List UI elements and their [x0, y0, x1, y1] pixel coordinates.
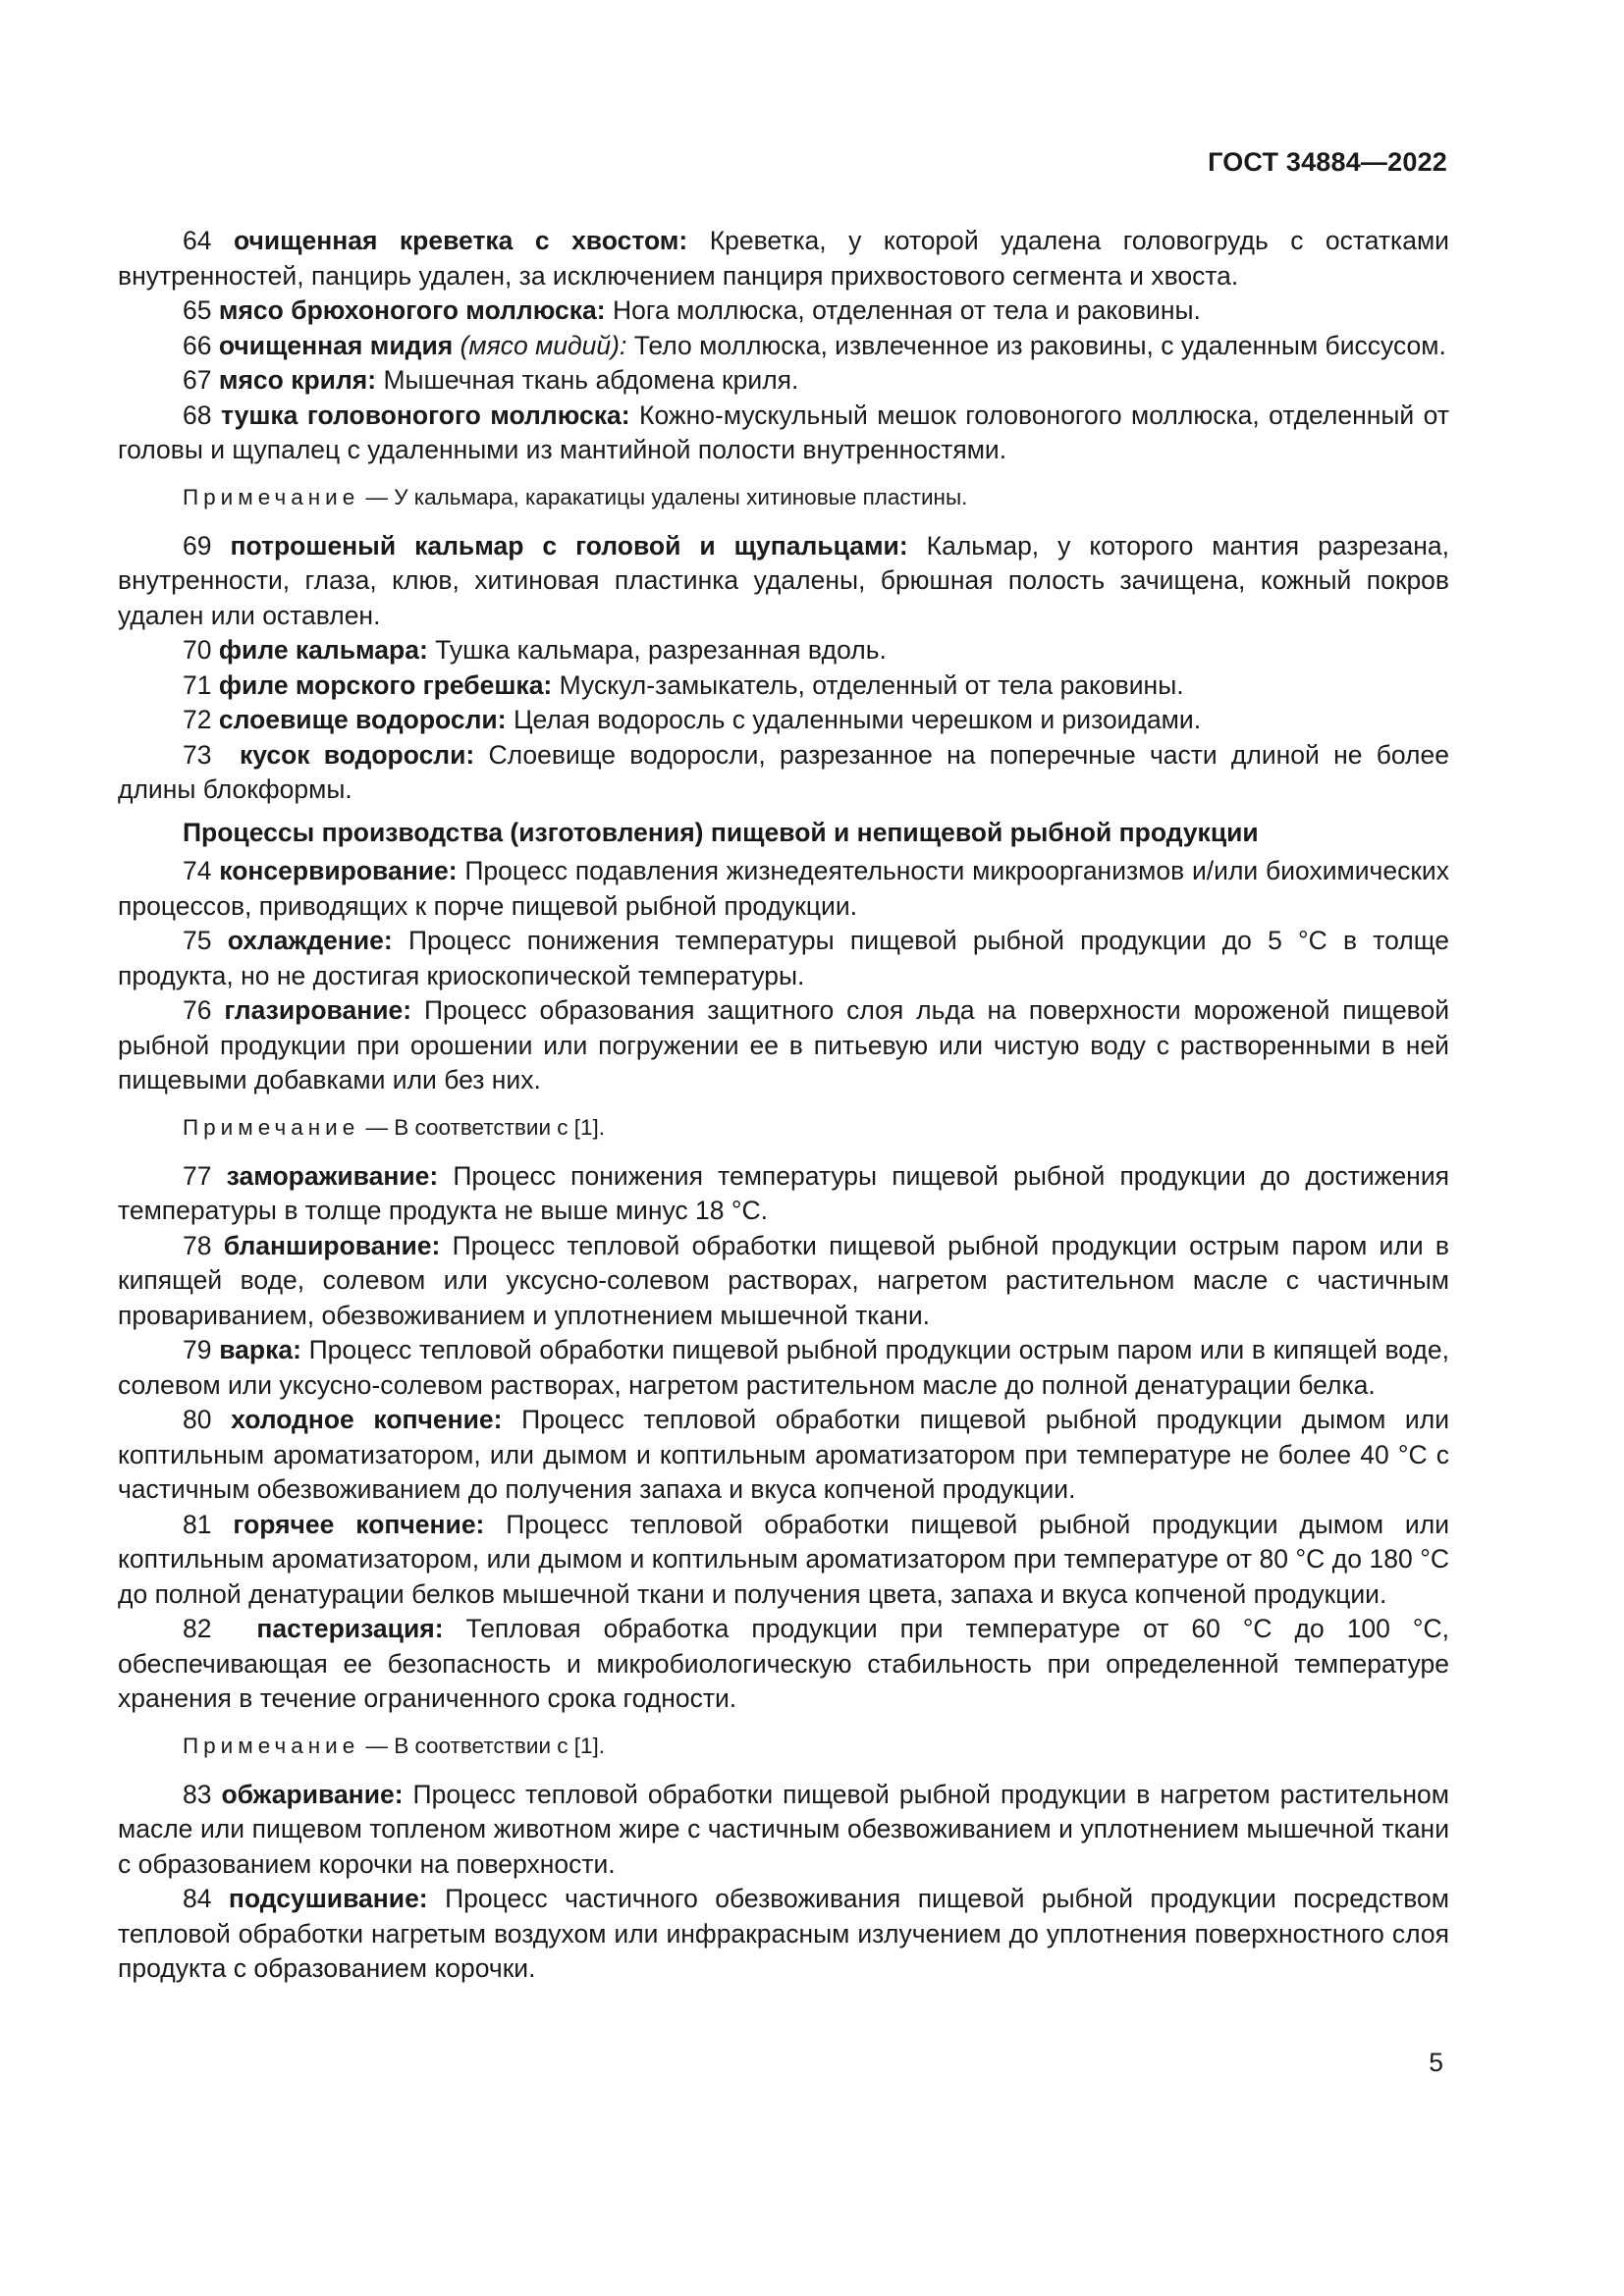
- term-definition: Процесс подавления жизнедеятельности микроорганизмов и/или биохимических процессов, приводящих к порче пищевой рыбной продукции.: [118, 856, 1449, 921]
- term-definition: Процесс тепловой обработки пищевой рыбной продукции в нагретом растительном масле или пищевом топленом животном жире с частичным обезвоживанием и уплотнением мышечной ткани с образованием корочки на поверхности.: [118, 1779, 1449, 1879]
- term-definition: Мускул-замыкатель, отделенный от тела раковины.: [559, 669, 1184, 700]
- term-entry: [118, 399, 1449, 468]
- entry-number: 80: [183, 1405, 212, 1434]
- term-name: мясо криля:: [218, 365, 377, 395]
- term-name: подсушивание:: [228, 1884, 428, 1913]
- term-definition: Процесс тепловой обработки пищевой рыбной продукции дымом или коптильным ароматизатором, или дымом и коптильным ароматизатором при температуре не более 40 °С с частичным обезвоживанием до получения запаха и вкуса копченой продукции.: [118, 1405, 1449, 1504]
- term-definition: Целая водоросль с удаленными черешком и ризоидами.: [513, 705, 1202, 734]
- term-synonym: (мясо мидий):: [460, 330, 627, 360]
- term-entry: [118, 224, 1449, 294]
- standard-designation: ГОСТ 34884—2022: [1208, 147, 1447, 177]
- term-name: филе кальмара:: [218, 635, 428, 665]
- term-name: глазирование:: [224, 995, 412, 1025]
- entry-number: 78: [183, 1230, 212, 1260]
- term-definition: Процесс тепловой обработки пищевой рыбной продукции острым паром или в кипящей воде, солевом или уксусно-солевом растворах, нагретом растительном масле до полной денатурации белка.: [118, 1335, 1449, 1400]
- term-definition: Процесс понижения температуры пищевой рыбной продукции до достижения температуры в толще продукта не выше минус 18 °С.: [118, 1160, 1449, 1225]
- term-entry: [118, 1333, 1449, 1403]
- term-definition: Креветка, у которой удалена головогрудь с остатками внутренностей, панцирь удален, за исключением панциря прихвостового сегмента и хвоста.: [118, 226, 1449, 291]
- term-definition: Нога моллюска, отделенная от тела и раковины.: [612, 295, 1201, 325]
- term-definition: Процесс образования защитного слоя льда на поверхности мороженой пищевой рыбной продукции при орошении или погружении ее в питьевую или чистую воду с растворенными в ней пищевыми добавками или без них.: [118, 995, 1449, 1095]
- term-entry: [118, 668, 1449, 704]
- term-name: горячее копчение:: [233, 1509, 485, 1539]
- term-entry: [118, 1612, 1449, 1717]
- page-number: 5: [1429, 2048, 1443, 2077]
- note: [118, 482, 1449, 513]
- term-entry: [118, 1403, 1449, 1508]
- term-name: консервирование:: [219, 856, 458, 885]
- entry-number: 71: [183, 669, 212, 700]
- term-name: тушка головоногого моллюска:: [220, 400, 630, 430]
- entry-number: 82: [183, 1614, 212, 1643]
- entry-number: 70: [183, 635, 212, 665]
- term-entry: [118, 294, 1449, 329]
- term-definition: Тело моллюска, извлеченное из раковины, с удаленным биссусом.: [633, 330, 1446, 360]
- term-entry: [118, 529, 1449, 634]
- term-name: бланширование:: [223, 1230, 441, 1260]
- section-heading: Процессы производства (изготовления) пищевой и непищевой рыбной продукции: [183, 817, 1259, 847]
- note: [118, 1731, 1449, 1762]
- term-entry: [118, 1882, 1449, 1987]
- note-label: Примечание: [183, 484, 360, 509]
- term-entry: [118, 1778, 1449, 1883]
- note-text: — В соответствии с [1].: [365, 1733, 606, 1758]
- term-name: замораживание:: [226, 1160, 439, 1191]
- term-definition: Процесс частичного обезвоживания пищевой рыбной продукции посредством тепловой обработки нагретым воздухом или инфракрасным излучением до уплотнения поверхностного слоя продукта с образованием корочки.: [118, 1884, 1449, 1983]
- entry-number: 83: [183, 1779, 212, 1809]
- term-name: варка:: [219, 1335, 301, 1364]
- term-entry: [118, 738, 1449, 808]
- note-label: Примечание: [183, 1733, 360, 1758]
- note-label: Примечание: [183, 1114, 360, 1140]
- term-entry: [118, 1229, 1449, 1334]
- entry-number: 75: [183, 926, 212, 955]
- term-entry: [118, 924, 1449, 993]
- entry-number: 76: [183, 995, 212, 1025]
- term-entry: [118, 993, 1449, 1098]
- term-entry: [118, 1508, 1449, 1613]
- entry-number: 67: [183, 365, 212, 395]
- note-text: — У кальмара, каракатицы удалены хитиновые пластины.: [365, 484, 968, 509]
- entry-number: 64: [183, 226, 212, 255]
- entry-number: 72: [183, 705, 212, 734]
- term-name: кусок водоросли:: [239, 739, 475, 770]
- term-entry: [118, 703, 1449, 738]
- entry-number: 69: [183, 530, 212, 561]
- term-definition: Тушка кальмара, разрезанная вдоль.: [435, 635, 887, 665]
- term-entry: [118, 363, 1449, 399]
- term-name: обжаривание:: [221, 1779, 404, 1809]
- entry-number: 73: [183, 739, 212, 770]
- entry-number: 79: [183, 1335, 212, 1364]
- term-name: потрошеный кальмар с головой и щупальцами:: [230, 530, 908, 561]
- term-name: мясо брюхоногого моллюска:: [218, 295, 606, 325]
- term-name: очищенная мидия: [218, 330, 454, 360]
- note-text: — В соответствии с [1].: [365, 1114, 606, 1140]
- term-name: слоевище водоросли:: [218, 705, 507, 734]
- term-name: пастеризация:: [256, 1614, 444, 1643]
- term-name: холодное копчение:: [231, 1405, 503, 1434]
- entry-number: 68: [183, 400, 212, 430]
- entry-number: 84: [183, 1884, 212, 1913]
- term-definition: Мышечная ткань абдомена криля.: [383, 365, 799, 395]
- term-name: охлаждение:: [227, 926, 393, 955]
- entry-number: 65: [183, 295, 212, 325]
- term-entry: [118, 329, 1449, 364]
- term-definition: Процесс тепловой обработки пищевой рыбной продукции острым паром или в кипящей воде, солевом или уксусно-солевом растворах, нагретом растительном масле с частичным провариванием, обезвоживанием и уплотнением мышечной ткани.: [118, 1230, 1449, 1330]
- term-definition: Процесс понижения температуры пищевой рыбной продукции до 5 °С в толще продукта, но не достигая криоскопической температуры.: [118, 926, 1449, 990]
- terms-list: [118, 224, 1449, 1987]
- entry-number: 81: [183, 1509, 212, 1539]
- term-definition: Кальмар, у которого мантия разрезана, внутренности, глаза, клюв, хитиновая пластинка удалены, брюшная полость зачищена, кожный покров удален или оставлен.: [118, 530, 1449, 630]
- term-entry: [118, 633, 1449, 668]
- entry-number: 77: [183, 1160, 212, 1191]
- entry-number: 74: [183, 856, 212, 885]
- term-entry: [118, 1159, 1449, 1229]
- note: [118, 1112, 1449, 1144]
- term-name: филе морского гребешка:: [218, 669, 553, 700]
- entry-number: 66: [183, 330, 212, 360]
- term-definition: Процесс тепловой обработки пищевой рыбной продукции дымом или коптильным ароматизатором, или дымом и коптильным ароматизатором при температуре от 80 °С до 180 °С до полной денатурации белков мышечной ткани и получения цвета, запаха и вкуса копченой продукции.: [118, 1509, 1449, 1609]
- term-definition: Слоевище водоросли, разрезанное на поперечные части длиной не более длины блокформы.: [118, 739, 1449, 804]
- term-definition: Кожно-мускульный мешок головоногого моллюска, отделенный от головы и щупалец с удаленными из мантийной полости внутренностями.: [118, 400, 1449, 464]
- term-name: очищенная креветка с хвостом:: [233, 226, 688, 255]
- term-entry: [118, 854, 1449, 924]
- term-definition: Тепловая обработка продукции при температуре от 60 °С до 100 °С, обеспечивающая ее безопасность и микробиологическую стабильность при определенной температуре хранения в течение ограниченного срока годности.: [118, 1614, 1449, 1713]
